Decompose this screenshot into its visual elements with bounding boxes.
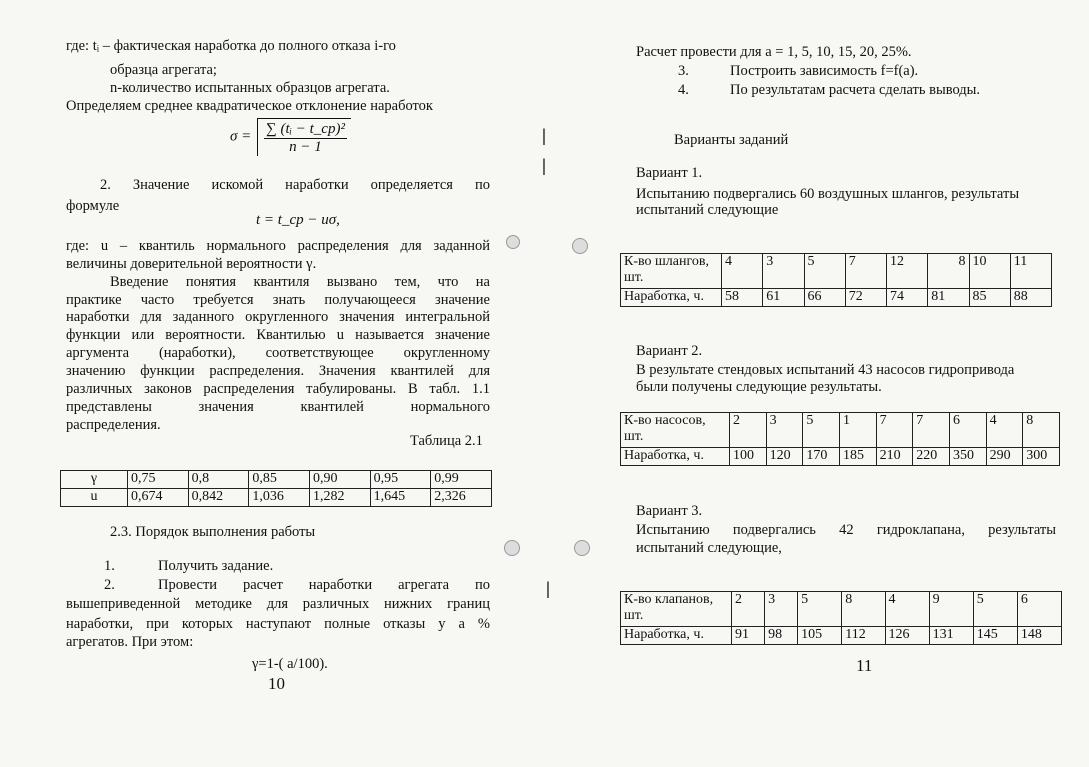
text-line: 2. Значение искомой наработки определяется по [100, 177, 490, 193]
binding-mark: | [542, 155, 546, 175]
sigma-numerator: ∑ (tᵢ − t_ср)² [266, 121, 345, 137]
table-cell: 0,674 [128, 489, 189, 507]
text-line: практике часто требуется знать получающееся значение [66, 292, 490, 308]
table-cell: 5 [973, 592, 1017, 627]
table-cell: 10 [969, 254, 1010, 289]
table-cell: 3 [763, 254, 804, 289]
table-cell: 5 [803, 413, 840, 448]
table-cell: 126 [885, 627, 929, 645]
table-cell: 3 [765, 592, 798, 627]
table-cell: 4 [986, 413, 1023, 448]
quantile-table [60, 470, 492, 507]
binding-mark: | [546, 578, 550, 598]
table-cell: 2 [732, 592, 765, 627]
table-cell: 5 [804, 254, 845, 289]
table-cell: 210 [876, 448, 913, 466]
page-number: 11 [856, 656, 873, 675]
table-cell: 61 [763, 289, 804, 307]
table-cell: 120 [766, 448, 803, 466]
text-line: В результате стендовых испытаний 43 насосов гидропривода [636, 362, 1015, 378]
list-number: 4. [678, 82, 689, 98]
table-cell: 81 [928, 289, 969, 307]
table-cell: 8 [1023, 413, 1060, 448]
table-row [621, 448, 1060, 466]
table-cell: 8 [928, 254, 969, 289]
variant-title: Вариант 3. [636, 503, 703, 519]
table-cell: 4 [722, 254, 763, 289]
table-cell: 170 [803, 448, 840, 466]
text-line: где: tᵢ – фактическая наработка до полного отказа i-го [66, 38, 396, 54]
table-cell: 148 [1017, 627, 1061, 645]
section-heading: 2.3. Порядок выполнения работы [110, 524, 316, 540]
variant-title: Вариант 2. [636, 343, 703, 359]
text-line: Введение понятия квантиля вызвано тем, что на [110, 274, 490, 290]
table-caption: Таблица 2.1 [410, 433, 483, 449]
text-line: вышеприведенной методике для различных нижних границ [66, 596, 490, 612]
table-cell: 2 [730, 413, 767, 448]
table-cell: 300 [1023, 448, 1060, 466]
table-cell: 74 [887, 289, 928, 307]
text-line: аргумента (наработки), соответствующее округленному [66, 345, 490, 361]
table-cell: 72 [845, 289, 886, 307]
table-cell: 112 [842, 627, 885, 645]
table-cell: К-во шлангов, шт. [621, 254, 722, 289]
gamma-formula: γ=1-( а/100). [252, 656, 328, 672]
table-cell: Наработка, ч. [621, 289, 722, 307]
text-line: различных законов распределения табулированы. В табл. 1.1 [66, 381, 490, 397]
text-line: величины доверительной вероятности γ. [66, 256, 317, 272]
section-heading: Варианты заданий [674, 132, 789, 148]
text-line: функции или вероятности. Квантилью u называется значение [66, 327, 490, 343]
table-cell: 1,036 [249, 489, 310, 507]
table-cell: 58 [722, 289, 763, 307]
list-number: 2. [104, 577, 115, 593]
text-line: наработки, при которых наступают полные отказы у а % [66, 616, 490, 632]
table-cell: 350 [949, 448, 986, 466]
table-cell: 0,95 [370, 471, 431, 489]
text-line: Получить задание. [158, 558, 274, 574]
table-cell: γ [61, 471, 128, 489]
table-cell: 12 [887, 254, 928, 289]
table-cell: 7 [845, 254, 886, 289]
table-cell: 131 [929, 627, 973, 645]
punch-hole [504, 540, 520, 556]
table-cell: 0,90 [309, 471, 370, 489]
table-cell: К-во клапанов, шт. [621, 592, 732, 627]
table-cell: 185 [839, 448, 876, 466]
table-cell: 105 [798, 627, 842, 645]
table-cell: 100 [730, 448, 767, 466]
table-cell: 1,645 [370, 489, 431, 507]
text-line: Испытанию подвергались 42 гидроклапана, результаты [636, 522, 1056, 538]
table-cell: 85 [969, 289, 1010, 307]
text-line: Определяем среднее квадратическое отклонение наработок [66, 98, 433, 114]
text-line: агрегатов. При этом: [66, 634, 194, 650]
text-line: Провести расчет наработки агрегата по [158, 577, 490, 593]
text-line: По результатам расчета сделать выводы. [730, 82, 981, 98]
table-cell: 98 [765, 627, 798, 645]
table-cell: 3 [766, 413, 803, 448]
table-row [621, 289, 1052, 307]
variant2-table [620, 412, 1060, 466]
table-cell: 8 [842, 592, 885, 627]
table-cell: 7 [913, 413, 950, 448]
table-cell: 0,75 [128, 471, 189, 489]
table-cell: Наработка, ч. [621, 448, 730, 466]
table-cell: 7 [876, 413, 913, 448]
sigma-formula [230, 118, 351, 156]
table-cell: 0,8 [188, 471, 249, 489]
text-line: формуле [66, 198, 120, 214]
table-row [621, 627, 1062, 645]
table-row [61, 489, 492, 507]
table-cell: К-во насосов, шт. [621, 413, 730, 448]
sigma-denominator: n − 1 [289, 139, 322, 155]
table-cell: 0,99 [431, 471, 492, 489]
table-row [621, 254, 1052, 289]
table-cell: 1 [839, 413, 876, 448]
table-cell: 145 [973, 627, 1017, 645]
list-number: 3. [678, 63, 689, 79]
table-cell: 290 [986, 448, 1023, 466]
list-number: 1. [104, 558, 115, 574]
text-line: образца агрегата; [110, 62, 217, 78]
table-cell: 88 [1010, 289, 1051, 307]
text-line: Испытанию подвергались 60 воздушных шлангов, результаты [636, 186, 1020, 202]
page-number: 10 [268, 674, 285, 693]
table-cell: 0,85 [249, 471, 310, 489]
table-cell: u [61, 489, 128, 507]
punch-hole [506, 235, 520, 249]
sigma-symbol: σ = [230, 128, 252, 145]
table-cell: 5 [798, 592, 842, 627]
right-page [560, 0, 1089, 767]
table-cell: 1,282 [309, 489, 370, 507]
table-row [621, 413, 1060, 448]
table-cell: 9 [929, 592, 973, 627]
text-line: где: u – квантиль нормального распределения для заданной [66, 238, 490, 254]
text-line: значению функции распределения. Значения квантилей для [66, 363, 490, 379]
table-cell: 11 [1010, 254, 1051, 289]
t-formula: t = t_ср − uσ, [256, 212, 340, 228]
table-cell: 66 [804, 289, 845, 307]
text-line: Расчет провести для а = 1, 5, 10, 15, 20, 25%. [636, 44, 912, 60]
table-cell: Наработка, ч. [621, 627, 732, 645]
table-cell: 4 [885, 592, 929, 627]
text-line: испытаний следующие, [636, 540, 782, 556]
text-line: Построить зависимость f=f(а). [730, 63, 919, 79]
text-line: испытаний следующие [636, 202, 779, 218]
table-cell: 2,326 [431, 489, 492, 507]
variant-title: Вариант 1. [636, 165, 703, 181]
table-cell: 0,842 [188, 489, 249, 507]
table-row [621, 592, 1062, 627]
variant3-table [620, 591, 1062, 645]
text-line: наработки для заданного округленного значения интегральной [66, 309, 490, 325]
variant1-table [620, 253, 1052, 307]
table-cell: 6 [949, 413, 986, 448]
text-line: были получены следующие результаты. [636, 379, 882, 395]
text-line: представлены значения квантилей нормального [66, 399, 490, 415]
text-line: n-количество испытанных образцов агрегата. [110, 80, 390, 96]
table-cell: 6 [1017, 592, 1061, 627]
table-row [61, 471, 492, 489]
binding-mark: | [542, 125, 546, 145]
left-page [0, 0, 520, 767]
table-cell: 220 [913, 448, 950, 466]
table-cell: 91 [732, 627, 765, 645]
text-line: распределения. [66, 417, 161, 433]
